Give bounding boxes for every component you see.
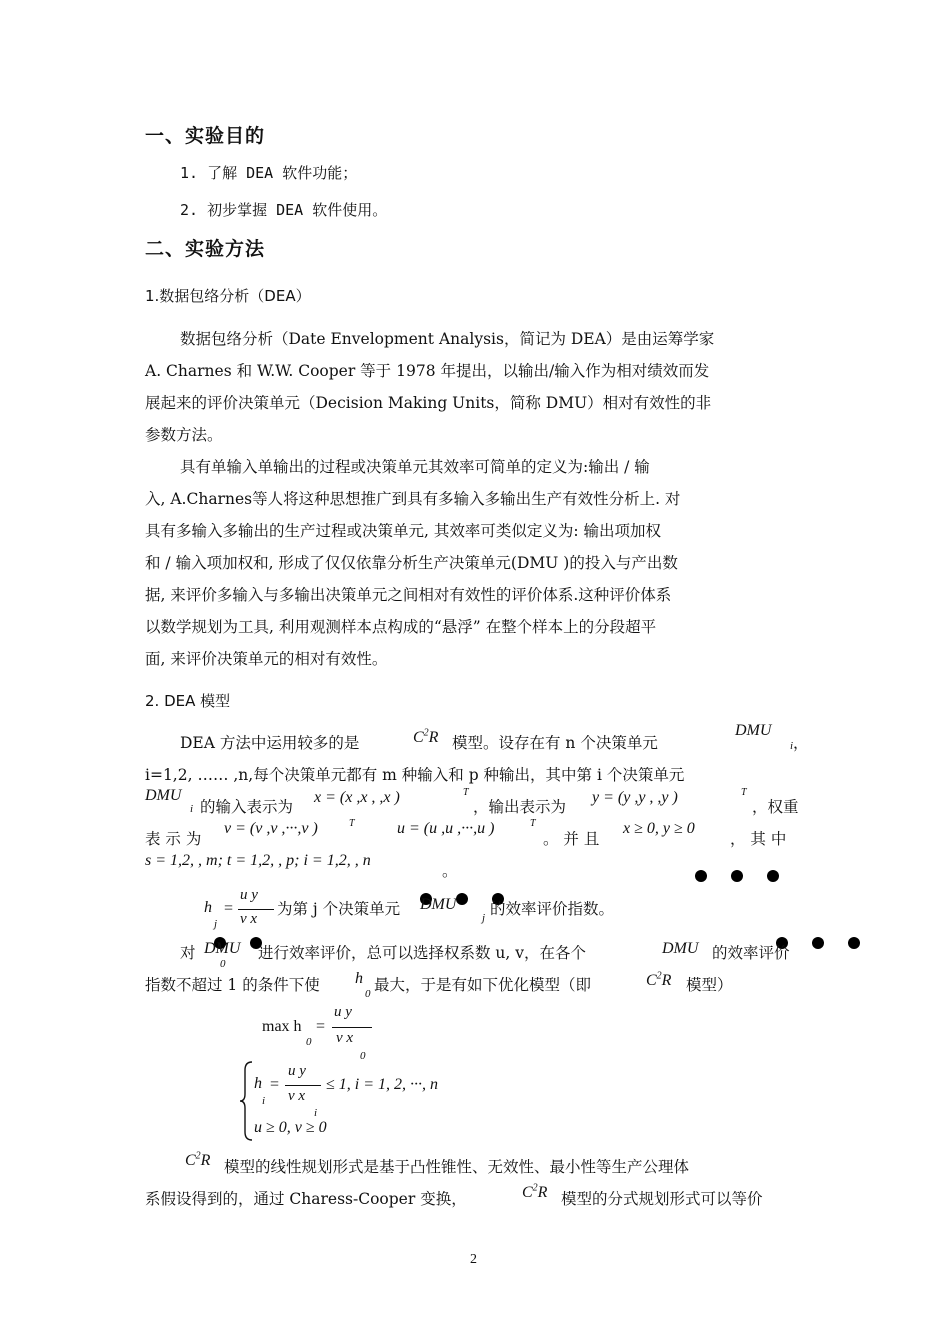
equals: =	[224, 900, 234, 917]
subsection-title-dea-model: 2. DEA 模型	[145, 692, 231, 710]
constraint-nonnegative: u ≥ 0, v ≥ 0	[254, 1119, 327, 1136]
text-line: 为第 j 个决策单元	[277, 900, 401, 918]
subscript: j	[482, 912, 486, 924]
subscript: i	[190, 803, 194, 815]
input-vector: x = (x ,x , ,x )	[314, 789, 400, 806]
c2r-symbol: $C^2R$	[646, 970, 672, 989]
text-line: 模型）	[686, 976, 733, 994]
text-line: 参数方法。	[145, 426, 223, 444]
dmu-symbol: DMU	[420, 896, 457, 913]
decorative-dot	[848, 937, 860, 949]
decorative-dot	[731, 870, 743, 882]
dmu-symbol: DMU	[145, 787, 182, 804]
decorative-dot	[812, 937, 824, 949]
decorative-dot	[695, 870, 707, 882]
weight-vector-v: v = (v ,v ,···,v )	[224, 820, 318, 837]
text-line: 模型的线性规划形式是基于凸性锥性、无效性、最小性等生产公理体	[224, 1158, 690, 1176]
text-line: 的效率评价指数。	[490, 900, 615, 918]
fraction-numerator: u y	[334, 1004, 352, 1020]
text-line: 具有多输入多输出的生产过程或决策单元, 其效率可类似定义为: 输出项加权	[145, 522, 662, 540]
text-line: 的效率评价	[712, 944, 790, 962]
text-line: 。 并 且	[543, 830, 600, 848]
weight-vector-u: u = (u ,u ,···,u )	[397, 820, 495, 837]
text-line: 系假设得到的，通过 Charess-Cooper 变换，	[145, 1190, 467, 1208]
text-line: DEA 方法中运用较多的是	[180, 734, 360, 752]
text-line: ，输出表示为	[473, 798, 567, 816]
fraction-numerator: u y	[240, 887, 258, 903]
text-line: 以数学规划为工具, 利用观测样本点构成的“悬浮” 在整个样本上的分段超平	[145, 618, 657, 636]
dmu-symbol: DMU	[662, 940, 699, 957]
index-sets: s = 1,2, , m; t = 1,2, , p; i = 1,2, , n	[145, 852, 371, 869]
fraction-denominator: v x	[240, 911, 258, 927]
text-line: i=1,2, …… ,n,每个决策单元都有 m 种输入和 p 种输出，其中第 i 个决策单元	[145, 766, 685, 784]
subsection-title-dea: 1.数据包络分析（DEA）	[145, 287, 311, 305]
equals: =	[316, 1018, 326, 1035]
text-line: 模型的分式规划形式可以等价	[561, 1190, 763, 1208]
fraction-denominator: v x	[336, 1030, 354, 1046]
text-line: ，权重	[752, 798, 799, 816]
subscript: 0	[306, 1036, 312, 1048]
text-comma: ，	[793, 734, 809, 752]
h-symbol: h	[254, 1075, 262, 1092]
superscript: T	[530, 818, 536, 829]
subscript: 0	[365, 988, 371, 1000]
page-number: 2	[470, 1252, 477, 1267]
constraint-efficiency: ≤ 1, i = 1, 2, ···, n	[326, 1076, 439, 1093]
fraction-denominator: v x	[288, 1088, 306, 1104]
text-line: 和 / 输入项加权和, 形成了仅仅依靠分析生产决策单元(DMU )的投入与产出数	[145, 554, 678, 572]
text-line: 指数不超过 1 的条件下使	[145, 976, 320, 994]
fraction-bar	[285, 1085, 321, 1086]
text-line: 表 示 为	[145, 830, 202, 848]
text-line: ， 其 中	[730, 830, 787, 848]
text-line: 进行效率评价，总可以选择权系数 u, v，在各个	[258, 944, 587, 962]
text-period: 。	[442, 862, 458, 880]
c2r-symbol: $C^2R$	[522, 1182, 548, 1201]
fraction-numerator: u y	[288, 1063, 306, 1079]
dmu-symbol: DMU	[735, 722, 772, 739]
output-vector: y = (y ,y , ,y )	[592, 789, 678, 806]
h-symbol: h	[355, 970, 363, 987]
superscript: T	[463, 787, 469, 798]
text-line: 的输入表示为	[200, 798, 294, 816]
list-item: 1. 了解 DEA 软件功能；	[180, 164, 358, 182]
nonnegativity: x ≥ 0, y ≥ 0	[623, 820, 695, 837]
text-line: 面, 来评价决策单元的相对有效性。	[145, 650, 388, 668]
superscript: T	[349, 818, 355, 829]
subscript: i	[790, 740, 794, 752]
text-line: 入, A.Charnes等人将这种思想推广到具有多输入多输出生产有效性分析上. 对	[145, 490, 681, 508]
list-item: 2. 初步掌握 DEA 软件使用。	[180, 201, 388, 219]
text-line: 具有单输入单输出的过程或决策单元其效率可简单的定义为:输出 / 输	[180, 458, 650, 476]
subscript: 0	[220, 958, 226, 970]
subscript: i	[262, 1095, 266, 1107]
section-title-purpose: 一、实验目的	[145, 125, 266, 147]
text-line: 据, 来评价多输入与多输出决策单元之间相对有效性的评价体系.这种评价体系	[145, 586, 672, 604]
decorative-dot	[456, 893, 468, 905]
subscript: i	[314, 1107, 318, 1119]
objective-max: max h	[262, 1018, 302, 1035]
c2r-symbol: $C^2R$	[413, 727, 439, 746]
superscript: T	[741, 787, 747, 798]
fraction-bar	[238, 909, 274, 910]
text-line: 模型。设存在有 n 个决策单元	[452, 734, 658, 752]
equals: =	[270, 1076, 280, 1093]
subscript: 0	[360, 1050, 366, 1062]
h-symbol: h	[204, 899, 212, 916]
decorative-dot	[767, 870, 779, 882]
text-line: 对	[180, 944, 196, 962]
dmu-symbol: DMU	[204, 940, 241, 957]
section-title-method: 二、实验方法	[145, 238, 266, 260]
text-line: 数据包络分析（Date Envelopment Analysis，简记为 DEA）是由运筹学家	[180, 330, 715, 348]
text-line: 最大，于是有如下优化模型（即	[374, 976, 592, 994]
text-line: A. Charnes 和 W.W. Cooper 等于 1978 年提出，以输出/输入作为相对绩效而发	[145, 362, 710, 380]
text-line: 展起来的评价决策单元（Decision Making Units，简称 DMU）相对有效性的非	[145, 394, 712, 412]
c2r-symbol: $C^2R$	[185, 1150, 211, 1169]
subscript: j	[214, 918, 218, 930]
fraction-bar	[332, 1027, 372, 1028]
